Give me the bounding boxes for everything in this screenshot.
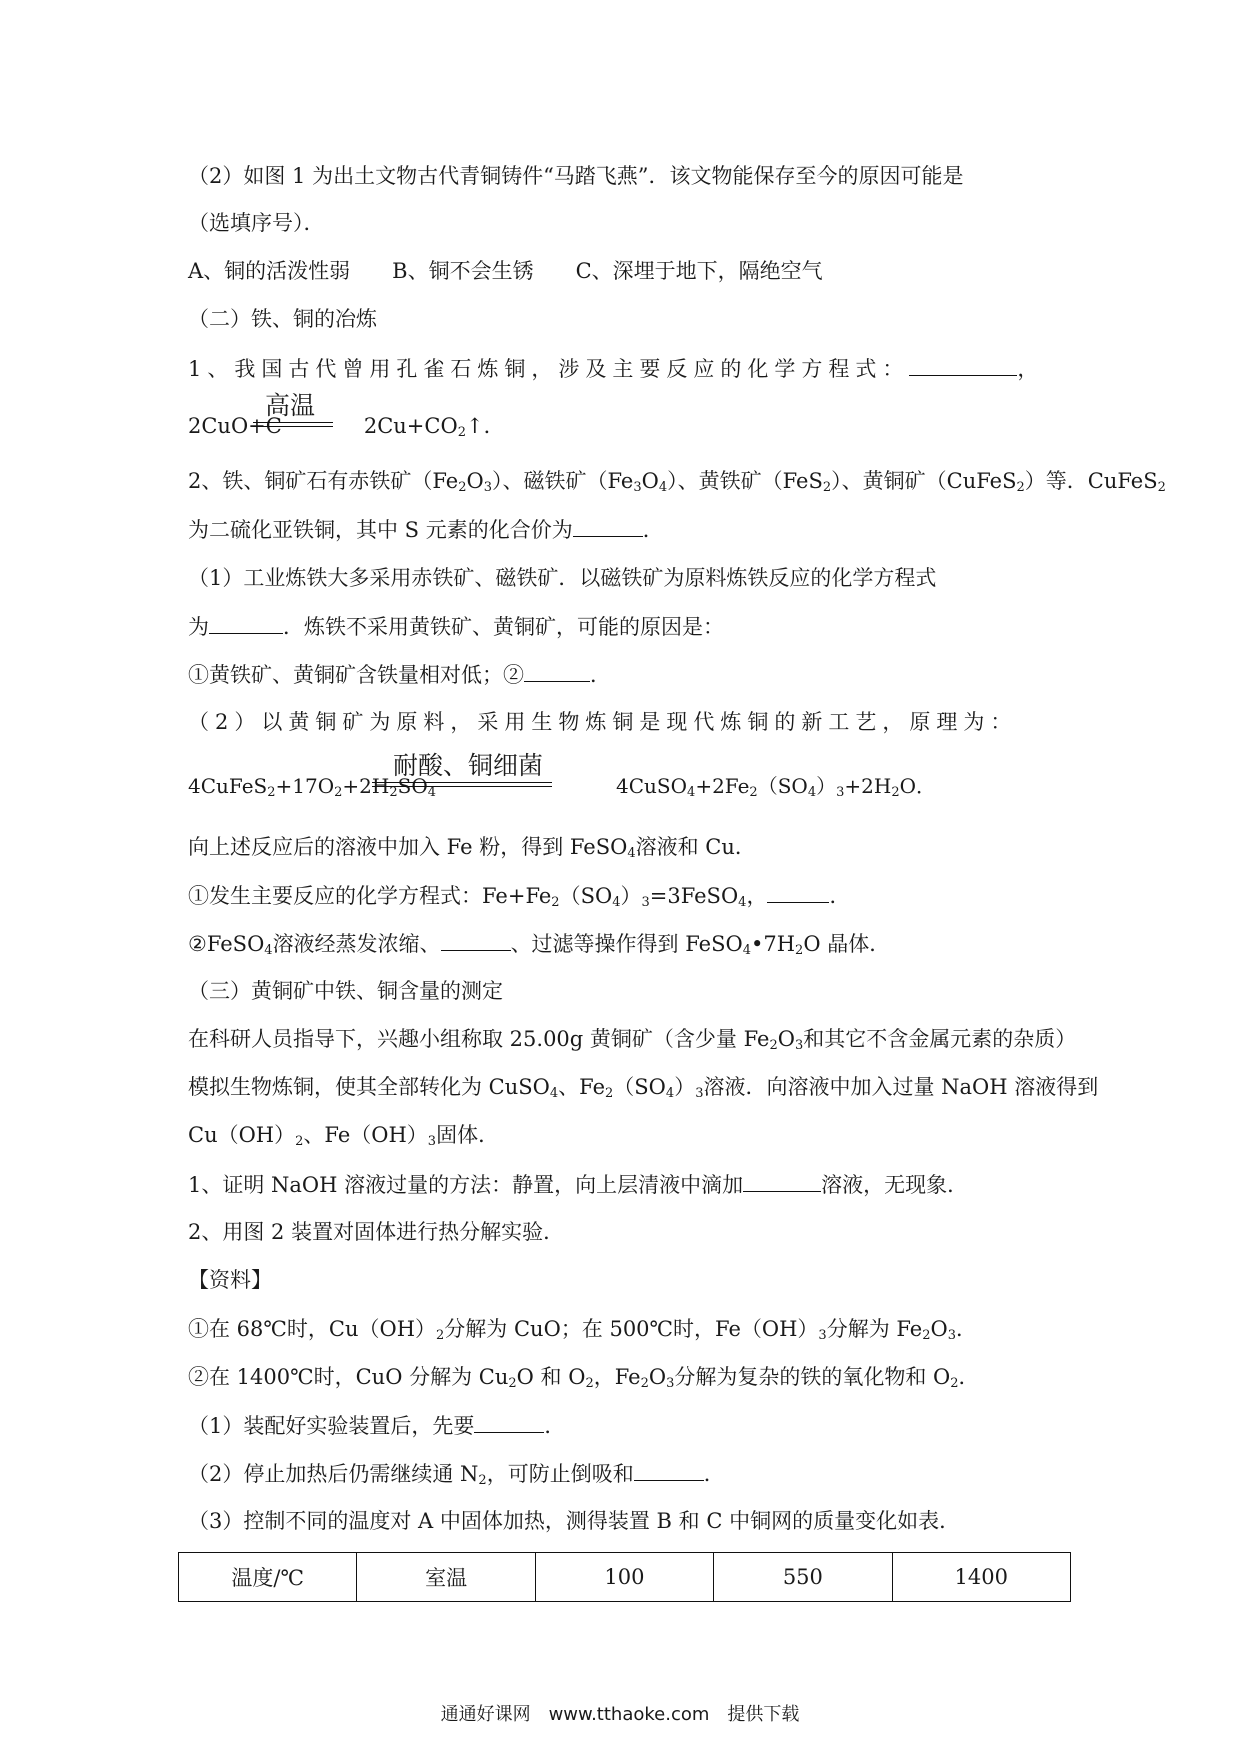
equation-2: $4CuFeS_2+17O_2+2H_2SO_4$ $4CuSO_4+2Fe_2(SO_4)_3+2H_2O$．: [188, 774, 936, 800]
s2-sub1-line3: ①黄铁矿、黄铜矿含铁量相对低；② ．: [188, 659, 1068, 690]
page-footer: 通通好课网 www.tthaoke.com 提供下载: [440, 1704, 800, 1725]
answer-blank[interactable]: [767, 880, 829, 903]
table-cell: 室温: [357, 1553, 535, 1602]
s2-item2-line2: 为二硫化亚铁铜，其中 S 元素的化合价为 ．: [188, 514, 1068, 545]
section2-title: （二）铁、铜的冶炼: [188, 307, 377, 331]
answer-blank[interactable]: [573, 514, 643, 537]
answer-blank[interactable]: [743, 1169, 821, 1192]
answer-blank[interactable]: [634, 1458, 704, 1481]
reference-title: 【资料】: [188, 1268, 272, 1292]
answer-blank[interactable]: [524, 659, 590, 682]
equation-1: 2CuO+C $2Cu+CO_2↑$．: [188, 414, 505, 440]
s2-sub2-line4: ①发生主要反应的化学方程式：$Fe+Fe_2(SO_4)_3=3FeSO_4$， ．: [188, 880, 1068, 911]
table-cell: 550: [714, 1553, 892, 1602]
s3-step3: （3）控制不同的温度对 A 中固体加热，测得装置 B 和 C 中铜网的质量变化如表．: [188, 1509, 961, 1533]
s2-sub2-line1: （2）以黄铜矿为原料，采用生物炼铜是现代炼铜的新工艺，原理为：: [188, 710, 1018, 734]
s2-sub1-line1: （1）工业炼铁大多采用赤铁矿、磁铁矿．以磁铁矿为原料炼铁反应的化学方程式: [188, 566, 937, 590]
s2-item1: 1、我国古代曾用孔雀石炼铜，涉及主要反应的化学方程式： ，: [188, 353, 1068, 384]
s2-sub1-line2: 为 ．炼铁不采用黄铁矿、黄铜矿，可能的原因是：: [188, 611, 1068, 642]
s3-step2: （2）停止加热后仍需继续通 $N_2$，可防止倒吸和 ．: [188, 1458, 1068, 1489]
q2-line1: （2）如图 1 为出土文物古代青铜铸件“马踏飞燕”．该文物能保存至今的原因可能是: [188, 164, 964, 188]
s3-item1: 1、证明 NaOH 溶液过量的方法：静置，向上层清液中滴加 溶液，无现象．: [188, 1169, 1068, 1200]
answer-blank[interactable]: [474, 1410, 544, 1433]
eq2-double-bar: [372, 782, 552, 787]
s2-sub2-line3: 向上述反应后的溶液中加入 Fe 粉，得到 FeSO$_4$溶液和 Cu．: [188, 835, 756, 861]
q2-line2: （选填序号）．: [188, 211, 325, 235]
s3-p1: 在科研人员指导下，兴趣小组称取 25.00g 黄铜矿（含少量 $Fe_2O_3$和其它不含金属元素的杂质）: [188, 1027, 1077, 1053]
temperature-table: [178, 1552, 1071, 1602]
s3-p2: 模拟生物炼铜，使其全部转化为 CuSO$_4$、$Fe_2(SO_4)_3$溶液．向溶液中加入过量 NaOH 溶液得到: [188, 1075, 1099, 1101]
s2-sub2-line5: ②FeSO$_4$溶液经蒸发浓缩、 、过滤等操作得到 $FeSO_4•7H_2O$ 晶体．: [188, 928, 1068, 959]
answer-blank[interactable]: [441, 928, 511, 951]
table-row: [179, 1553, 1071, 1602]
reference-1: ①在 68℃时，$Cu(OH)_2$分解为 CuO；在 500℃时，$Fe(OH)_3$分解为 $Fe_2O_3$．: [188, 1317, 978, 1343]
s2-item2-line1: 2、铁、铜矿石有赤铁矿$(Fe_2O_3)$、磁铁矿$(Fe_3O_4)$、黄铁矿（FeS$_2$）、黄铜矿（CuFeS$_2$）等．CuFeS$_2$: [188, 469, 1166, 495]
eq1-condition: 高温: [265, 391, 316, 420]
table-cell: 100: [535, 1553, 713, 1602]
answer-blank[interactable]: [209, 611, 283, 634]
table-cell: 1400: [892, 1553, 1070, 1602]
s3-step1: （1）装配好实验装置后，先要 ．: [188, 1410, 1068, 1441]
answer-blank[interactable]: [909, 353, 1017, 376]
table-cell: 温度/℃: [179, 1553, 357, 1602]
s3-p3: $Cu(OH)_2$、$Fe(OH)_3$固体．: [188, 1123, 500, 1149]
reference-2: ②在 1400℃时，CuO 分解为 $Cu_2O$ 和 $O_2$，$Fe_2O_3$分解为复杂的铁的氧化物和 $O_2$．: [188, 1365, 980, 1391]
q2-options: A、铜的活泼性弱 B、铜不会生锈 C、深埋于地下，隔绝空气: [188, 259, 823, 283]
eq2-condition: 耐酸、铜细菌: [393, 751, 544, 780]
s3-item2: 2、用图 2 装置对固体进行热分解实验．: [188, 1220, 565, 1244]
eq1-double-bar: [253, 422, 333, 427]
section3-title: （三）黄铜矿中铁、铜含量的测定: [188, 979, 503, 1003]
